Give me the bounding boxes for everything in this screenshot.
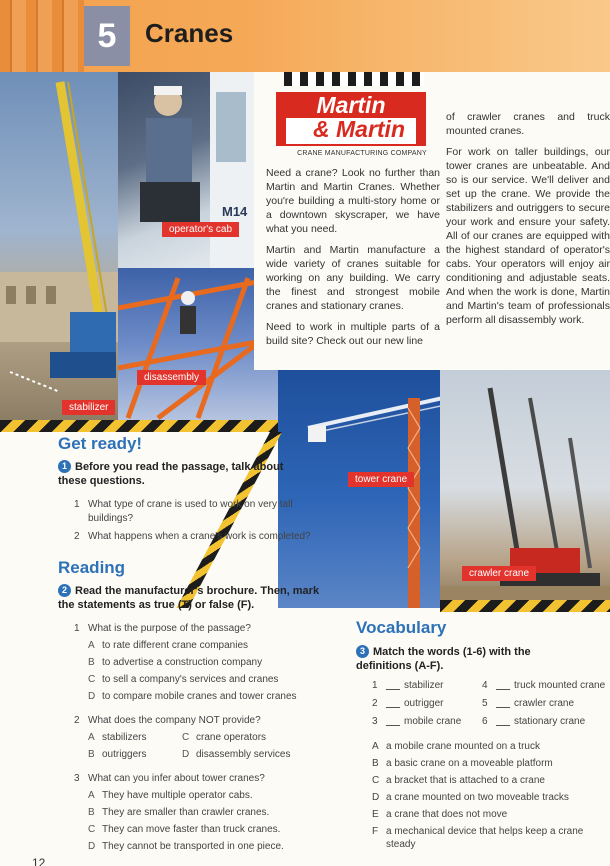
brochure-column-2 — [446, 110, 610, 334]
operators-cab-photo — [118, 72, 254, 268]
definition-item: B a basic crane on a moveable platform — [372, 758, 553, 769]
question-1: 1 What is the purpose of the passage? A to rate different crane companies B to advertise a construction company C to sell a company's services and cranes D to compare mobile cranes and tower cranes — [74, 622, 344, 704]
answer-option[interactable]: C They can move faster than truck cranes. — [88, 824, 281, 835]
answer-option[interactable]: D They cannot be transported in one piece. — [88, 841, 284, 852]
brochure-paragraph: Martin and Martin manufacture a wide variety of cranes suitable for working on any building. We carry the finest and strongest mobile cranes and stationary cranes. — [266, 244, 440, 312]
answer-option[interactable]: B to advertise a construction company — [88, 657, 263, 668]
get-ready-title: Get ready! — [58, 434, 143, 453]
answer-option[interactable]: D disassembly services — [182, 749, 291, 760]
logo-checker — [284, 72, 424, 86]
answer-blank[interactable] — [496, 680, 510, 690]
answer-option[interactable]: D to compare mobile cranes and tower cranes — [88, 691, 297, 702]
logo-line1: Martin — [316, 92, 386, 118]
unit-title: Cranes — [145, 18, 234, 48]
brochure-paragraph: of crawler cranes and truck mounted cranes. — [446, 111, 610, 137]
definition-item: E a crane that does not move — [372, 809, 508, 820]
brochure-panel — [254, 72, 610, 370]
stabilizer-label: stabilizer — [62, 400, 115, 415]
reading-title: Reading — [58, 558, 126, 577]
question-2: 2 What does the company NOT provide? A stabilizers C crane operators B outriggers D disassembly services — [74, 714, 344, 762]
vocabulary-instruction: 3 Match the words (1-6) with the definitions (A-F). — [356, 646, 531, 672]
answer-option[interactable]: A to rate different crane companies — [88, 640, 249, 651]
brochure-paragraph: Need a crane? Look no further than Martin and Martin Cranes. Whether you're building a multi-story home or a downtown skyscraper, we have what you need. — [266, 167, 440, 235]
logo-line2: & Martin — [313, 116, 405, 142]
answer-blank[interactable] — [386, 716, 400, 726]
answer-blank[interactable] — [496, 716, 510, 726]
vocabulary-title: Vocabulary — [356, 618, 447, 637]
reading-instruction: 2 Read the manufacturer's brochure. Then, mark the statements as true (T) or false (F). — [58, 585, 320, 611]
word-item: 4 truck mounted crane — [482, 680, 606, 691]
word-item: 2 outrigger — [372, 698, 444, 709]
word-item: 1 stabilizer — [372, 680, 444, 691]
definition-item: C a bracket that is attached to a crane — [372, 775, 545, 786]
page-number: 12 — [32, 856, 46, 866]
cab-marking: M14 — [222, 204, 248, 219]
answer-option[interactable]: A stabilizers — [88, 732, 147, 743]
unit-number: 5 — [84, 6, 130, 66]
answer-option[interactable]: A They have multiple operator cabs. — [88, 790, 253, 801]
stabilizer-photo — [0, 72, 118, 422]
answer-option[interactable]: C crane operators — [182, 732, 267, 743]
definition-item: D a crane mounted on two moveable tracks — [372, 792, 569, 803]
answer-option[interactable]: B They are smaller than crawler cranes. — [88, 807, 270, 818]
word-item: 5 crawler crane — [482, 698, 575, 709]
answer-blank[interactable] — [496, 698, 510, 708]
get-ready-questions — [74, 498, 334, 548]
answer-option[interactable]: C to sell a company's services and cranes — [88, 674, 279, 685]
exercise-number: 2 — [58, 584, 71, 597]
question-3: 3 What can you infer about tower cranes? A They have multiple operator cabs. B They are smaller than crawler cranes. C They can move faster than truck cranes. D They cannot be transported in one piece. — [74, 772, 344, 854]
answer-blank[interactable] — [386, 680, 400, 690]
disassembly-label: disassembly — [137, 370, 206, 385]
crawler-crane-label: crawler crane — [462, 566, 536, 581]
company-logo — [264, 72, 444, 162]
list-item: 2 What happens when a crane's work is completed? — [74, 531, 311, 542]
word-item: 3 mobile crane — [372, 716, 462, 727]
definition-item: F a mechanical device that helps keep a crane steady — [372, 826, 584, 850]
exercise-number: 3 — [356, 645, 369, 658]
hazard-stripe-mid — [0, 420, 278, 432]
header-stripes — [0, 0, 84, 72]
definition-item: A a mobile crane mounted on a truck — [372, 741, 540, 752]
brochure-paragraph: Need to work in multiple parts of a build site? Check out our new line — [266, 321, 440, 347]
tower-crane-label: tower crane — [348, 472, 414, 487]
brochure-column-1 — [266, 166, 440, 355]
operators-cab-label: operator's cab — [162, 222, 239, 237]
exercise-number: 1 — [58, 460, 71, 473]
get-ready-instruction: 1 Before you read the passage, talk about these questions. — [58, 461, 284, 487]
list-item: 1 What type of crane is used to work on very tall buildings? — [74, 499, 293, 524]
reading-questions — [74, 622, 344, 854]
hazard-stripe-bottom — [440, 600, 610, 612]
vocabulary-word-list — [372, 680, 610, 734]
word-item: 6 stationary crane — [482, 716, 586, 727]
answer-option[interactable]: B outriggers — [88, 749, 147, 760]
answer-blank[interactable] — [386, 698, 400, 708]
vocabulary-definitions — [372, 740, 610, 855]
logo-subtitle: CRANE MANUFACTURING COMPANY — [297, 150, 427, 157]
brochure-paragraph: For work on taller buildings, our tower cranes are unbeatable. And so is our service. We'll deliver and set up the crane. We provide the stabilizers and outriggers to secure your work and ensure your safety. All of our cranes are equipped with the highest standard of operator's cabs. Your operators will enjoy air conditioning and adjustable seats. And when the work is done, Martin and Martin's team of professionals perform all disassembly work. — [446, 146, 610, 326]
